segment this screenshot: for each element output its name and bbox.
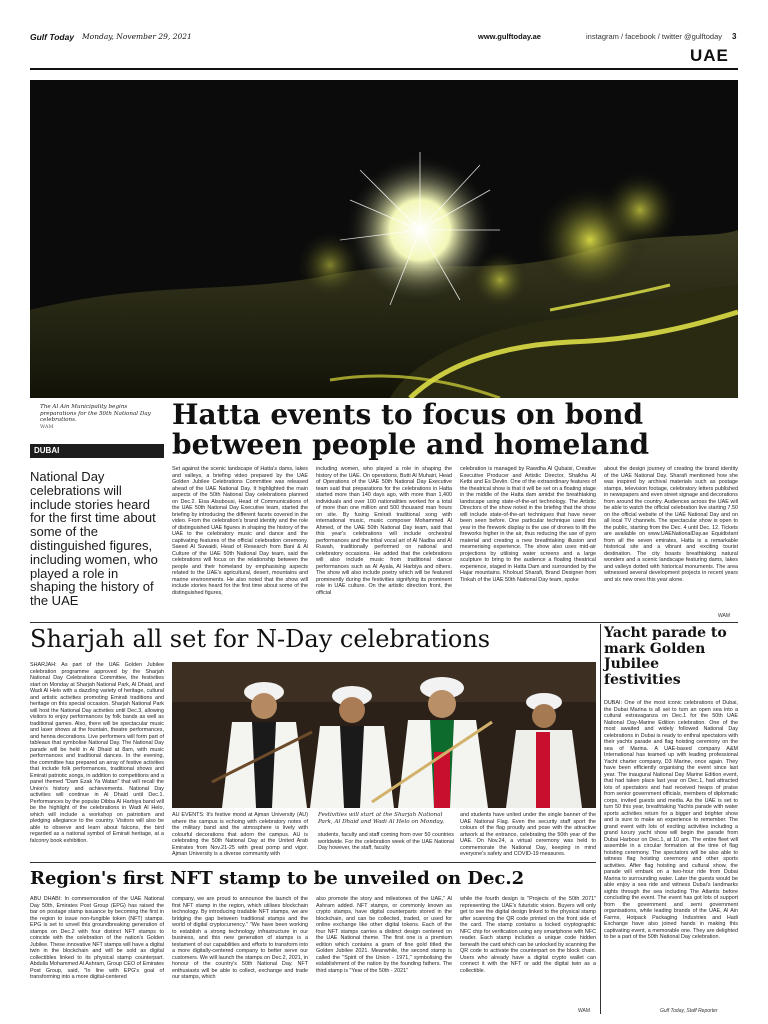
yacht-divider	[600, 624, 601, 1014]
nft-body-col-1: ABU DHABI: In commemoration of the UAE National Day 50th, Emirates Post Group (EPG) has raised the bar on postage stamp issuance by becoming the first in the region to issue non-fungible token (NFT) stamps. EPG is set to unveil this groundbreaking generation of stamps on Dec.2 with four distinct NFT stamps to coincide with the celebration of the nation's Golden Jubilee. These innovative NFT stamps will have a digital twin in the blockchain and will be sold as digital collectibles linked to its physical stamp counterpart. Abdulla Mohammed Al Ashram, Group CEO of Emirates Post Group, said, "In line with EPG's goal of transforming into a more digital-centered	[30, 896, 164, 980]
issue-date: Monday, November 29, 2021	[82, 32, 192, 41]
lead-body-col-4: about the design journey of creating the brand identity of the UAE National Day. Sharafi mentioned how she was inspired by archival materials such as postage stamps, television footage, celebratory letters published in newspapers and even street signage and decorations from around the country. Audiences across the UAE will be able to watch the official celebration live starting 7.50 on the official website of the UAE National Day and on all local TV channels. The spectacular show is open to the public, starting from the Dec. 4 until Dec. 12. Tickets are available on www.UAENationalDay.ae Equidistant from all the seven emirates, Hatta is a remarkable historical site and a vibrant and exciting tourist destination. The city boasts breathtaking natural wonders and a scenic landscape featuring dams, lakes and valleys dotted with historical monuments. The area witnessed several development projects in recent years and six new ones this year alone.	[604, 466, 738, 583]
sharjah-photo-dancers	[172, 662, 596, 808]
sharjah-body-col-2: AU EVENTS: It's festive mood at Ajman University (AU) where the campus is echoing with celebratory notes of the military band and the atmosphere is lively with colourful decorations that adorn the campus. AU is celebrating the 50th National Day at the United Arab Emirates from Nov.21-25 with great pomp and vigor. Ajman University is a diverse community with	[172, 812, 308, 857]
dubai-kicker: DUBAI	[30, 444, 164, 457]
sharjah-body-col-4: and students have united under the single banner of the UAE National Flag. Even the security staff sport the colours of the flag proudly and pose with the attractive artwork at the entrance, celebrating the 50th year of the UAE. On Nov.24, a virtual ceremony was held to commemorate the National Day, keeping in mind everyone's safety and COVID-19 measures.	[460, 812, 596, 857]
lead-headline-line-1: Hatta events to focus on bond	[172, 398, 644, 431]
dubai-kicker-bar	[30, 444, 164, 458]
sharjah-body-col-1: SHARJAH: As part of the UAE Golden Jubilee celebration programme approved by the Sharjah National Day Celebrations Committee, the festivities start on Monday at Sharjah National Park, Al Dhaid, and Wadi Al Helo with a dazzling variety of heritage, cultural and artistic activities promoting Emirati traditions and heritage on this special occasion. Sharjah National Park will host the National Day activities until Dec.3, allowing visitors to enjoy performances by folk bands as well as traditional games. Also, there will be spectacular music and laser shows at the fountain, theatre performances, and henna decorations. Live performers will form part of tableaux that symbolise National Day. The National Day parade will be held in Al Dhaid at 8am, with music performances and traditional dances. In the evening, the committee has prepared an array of festive activities that include folk performances, traditional shows and Emirati patriotic songs, in addition to competitions and a panel themed "Dam Ezak Ya Watan" that will recall the Union's history and achievements. National Day activities will continue in Al Dhaid until Dec.1. Performances by the popular Dibba Al Harbiya band will be the highlight of the celebrations in Wadi Al Helo, which will include a workshop on patriotism and pledging allegiance to the country. Visitors will also be able to observe and learn about falcons, the bird regarded as a national symbol of Emirati heritage, at a falconry book exhibition.	[30, 662, 164, 844]
publication-logo: Gulf Today	[30, 32, 75, 42]
yacht-headline: Yacht parade to mark Golden Jubilee festivities	[604, 625, 727, 688]
divider-2	[30, 862, 596, 863]
social-handles[interactable]: instagram / facebook / twitter @gulftoday	[586, 32, 723, 41]
nft-headline: Region's first NFT stamp to be unveiled on Dec.2	[30, 868, 525, 889]
yacht-credit: Gulf Today, Staff Reporter	[660, 1008, 718, 1014]
sharjah-body-col-3: students, faculty and staff coming from over 50 countries worldwide. For the celebration week of the UAE National Day however, the staff, faculty	[318, 832, 454, 851]
nft-body-col-3: also promote the story and milestones of the UAE," Al Ashram added. NFT stamps, or commonly known as crypto stamps, have digital counterparts stored in the blockchain, and can be collected, traded, or used for online exchange like other digital tokens. Each of the four NFT stamps carries a distinct design centered on the UAE National theme. The first one is a premium edition which contains a gram of fine gold titled the Golden Jubilee 2021. Meanwhile, the second stamp is called the "Spirit of the Union - 1971," symbolising the establishment of the nation by the founding fathers. The third stamp is "Year of the 50th - 2021"	[316, 896, 452, 974]
caption-source: WAM	[40, 423, 54, 430]
lead-credit: WAM	[718, 613, 731, 619]
lead-body-col-2: including women, who played a role in shaping the history of the UAE. On operations, Butti Al Muhairi, Head of Operations of the UAE 50th National Day Executive team said that preparations for the celebrations in Hatta started more than 140 days ago, with more than 1,400 individuals and over 100 nationalities worked for a total of more than one million and 500 thousand man hours on site. By fusing Emirati traditional song with international music, music composer Mohammed Al Ahmed, of the UAE 50th National Day team, said that this year's celebrations will include orchestral performances and the tribal vocal art of Al Nadba and Al Ruwah, traditionally performed on national and celebratory occasions. He added that the celebrations will also include music from traditional dance performances such as Al Ayala, Al Harbiya and others. The show will also include poetry which will be featured prominently during the festivities signifying its prominent role in UAE culture. On the artistic direction front, the official	[316, 466, 452, 596]
yacht-body: DUBAI: One of the most iconic celebrations of Dubai, the Dubai Marina is all set to turn an open sea into a cultural extravaganza on Dec.1 for the 50th UAE National Day-Marine Edition celebration. One of the most awaited and widely followed National Day celebrations in Dubai is ready to enthral spectators with their yachts parade and flag hoisting ceremony on the sea of Marina. A UAE-based company A&M International has teamed up with leading professional Yacht charter company, D3 Marine, once again. They have been efficiently organising the event since last year. The inaugural National Day Marine Edition event, that had taken place last year on Dec.1, had attracted lots of spectators and had received heaps of praise from senior government officials, members of diplomatic corps, invited guests and media. As the UAE is set to turn 50 this year, breathtaking Yachts parade with water sports activities return for a bigger and brighter show and is sure to make an experience to remember. The grand event with lots of exciting activities including a grand luxury yacht show will begin the parade from Dubai Harbour on Dec.1, at 10 am. The entire fleet will assemble in a circular formation at the time of flag hoisting ceremony. The spectators will be also able to witness flag hoisting ceremony and other sports activities. After flag hoisting and cultural show, the parade will embark on a two-hour ride from Dubai Marina to surrounding water. Later the guests would be able enjoy a sea ride and witness Dubai's landmarks sights through the sea including The Atlantis before concluding the event. The event has got lots of support from the government and semi government organisations, while leading brands of the UAE, Al Ain Farms, Hotpack Packaging Industries and Hadi Exchange have also joined hands in making this captivating event, a memorable one. They are delighted to be a part of the 50th National Day celebration.	[604, 700, 738, 940]
nft-credit: WAM	[578, 1008, 591, 1014]
nft-body-col-2: company, we are proud to announce the launch of the first NFT stamp in the region, which utilises blockchain technology. By introducing tradable NFT stamps, we are bridging the gap between traditional stamps and the world of digital cryptocurrency." "We have been working to establish a strong technology infrastructure in our business, and this new generation of stamps is a testament of our capabilities and efforts to transform into a more digitally-centered company to better serve our customers. We will launch the stamps on Dec.2, 2021, in honour of the country's 50th National Day. NFT enthusiasts will be able to collect, exchange and trade our stamps, which	[172, 896, 308, 980]
sharjah-photo-caption: Festivities will start at the Sharjah National Park, Al Dhaid and Wadi Al Helo on Monday.	[318, 812, 444, 825]
page-number: 3	[732, 32, 737, 41]
nft-body-col-4: while the fourth design is "Projects of the 50th 2071" representing the UAE's futuristic vision. Buyers will only get to see the digital design linked to the physical stamp after scanning the QR code printed on the front side of the card. The stamp contains a locked cryptographic NFC chip for verification using any smartphone with NFC reader. Each stamp includes a unique code hidden beneath the card which can be unlocked by scanning the QR code to activate the counterpart on the block chain. Users who already have a digital crypto wallet can connect it with the NFT or add the digital twin as a collectible.	[460, 896, 596, 974]
lead-headline-line-2: between people and homeland	[172, 428, 650, 461]
lead-body-col-3: celebration is managed by Rawdha Al Qubaisi, Creative Executive Producer and Artistic Director, Shaikha Al Ketbi and Es Devlin. One of the extraordinary features of the theatrical show is that it will be set on a floating stage in the middle of the Hatta dam amidst the breathtaking landscape using state-of-the-art technology. The Artistic Directors of the show noted in the briefing that the show will include state-of-the-art techniques that have never been seen before. One particular technique used this year in the firework display is the use of drones to lift the fireworks higher in the air, thus reducing the use of pyro material and creating a new breathtaking illusion and mesmerising experience. The show also uses mid-air projections by utilising water screens and a large sculpture to bring to the audience a floating theatrical experience, staged in Hatta Dam and surrounded by the Hajar mountains. Kholoud Sharafi, Brand Designer from Tinkah of the UAE 50th National Day team, spoke	[460, 466, 596, 583]
lead-photo-fireworks	[30, 80, 738, 398]
sharjah-headline: Sharjah all set for N-Day celebrations	[30, 625, 491, 653]
lead-photo-caption	[40, 404, 160, 430]
header-rule	[30, 68, 738, 70]
lead-headline	[172, 400, 738, 460]
divider-1	[30, 622, 738, 623]
masthead	[30, 32, 738, 46]
lead-body-col-1: Set against the scenic landscape of Hatta's dams, lakes and valleys, a briefing video prepared by the UAE Golden Jubilee Celebrations Committee was released ahead of the UAE National Day. It highlighted the main aspects of the 50th National Day celebrations planned on Dec.2. Eisa Alsubousi, Head of Communications of the UAE 50th National Day Executive team, started the briefing by introducing the different facets covered in the video. From the celebration's brand identity and the role of distinguished UAE figures in shaping the history of the UAE to the celebratory music and dance and the captivating features of the official celebration ceremony. Saeed Al Suwaidi, Head of Research from Bani & Al Culture of the UAE 50th National Day team, said the celebrations will focus on the relationship between the people and their homeland by emphasising aspects related to the UAE's agricultural, desert, mountains and marine environments. He also noted that the show will include stories heard for the first time about some of the distinguished figures,	[172, 466, 308, 596]
caption-text: The Al Ain Municipality begins preparations for the 50th National Day celebrations.	[40, 404, 151, 424]
website-link[interactable]: www.gulftoday.ae	[478, 32, 541, 41]
section-label: UAE	[690, 46, 729, 65]
lead-pullquote: National Day celebrations will include stories heard for the first time about some of the distinguished figures, including women, who played a role in shaping the history of the UAE	[30, 469, 158, 609]
